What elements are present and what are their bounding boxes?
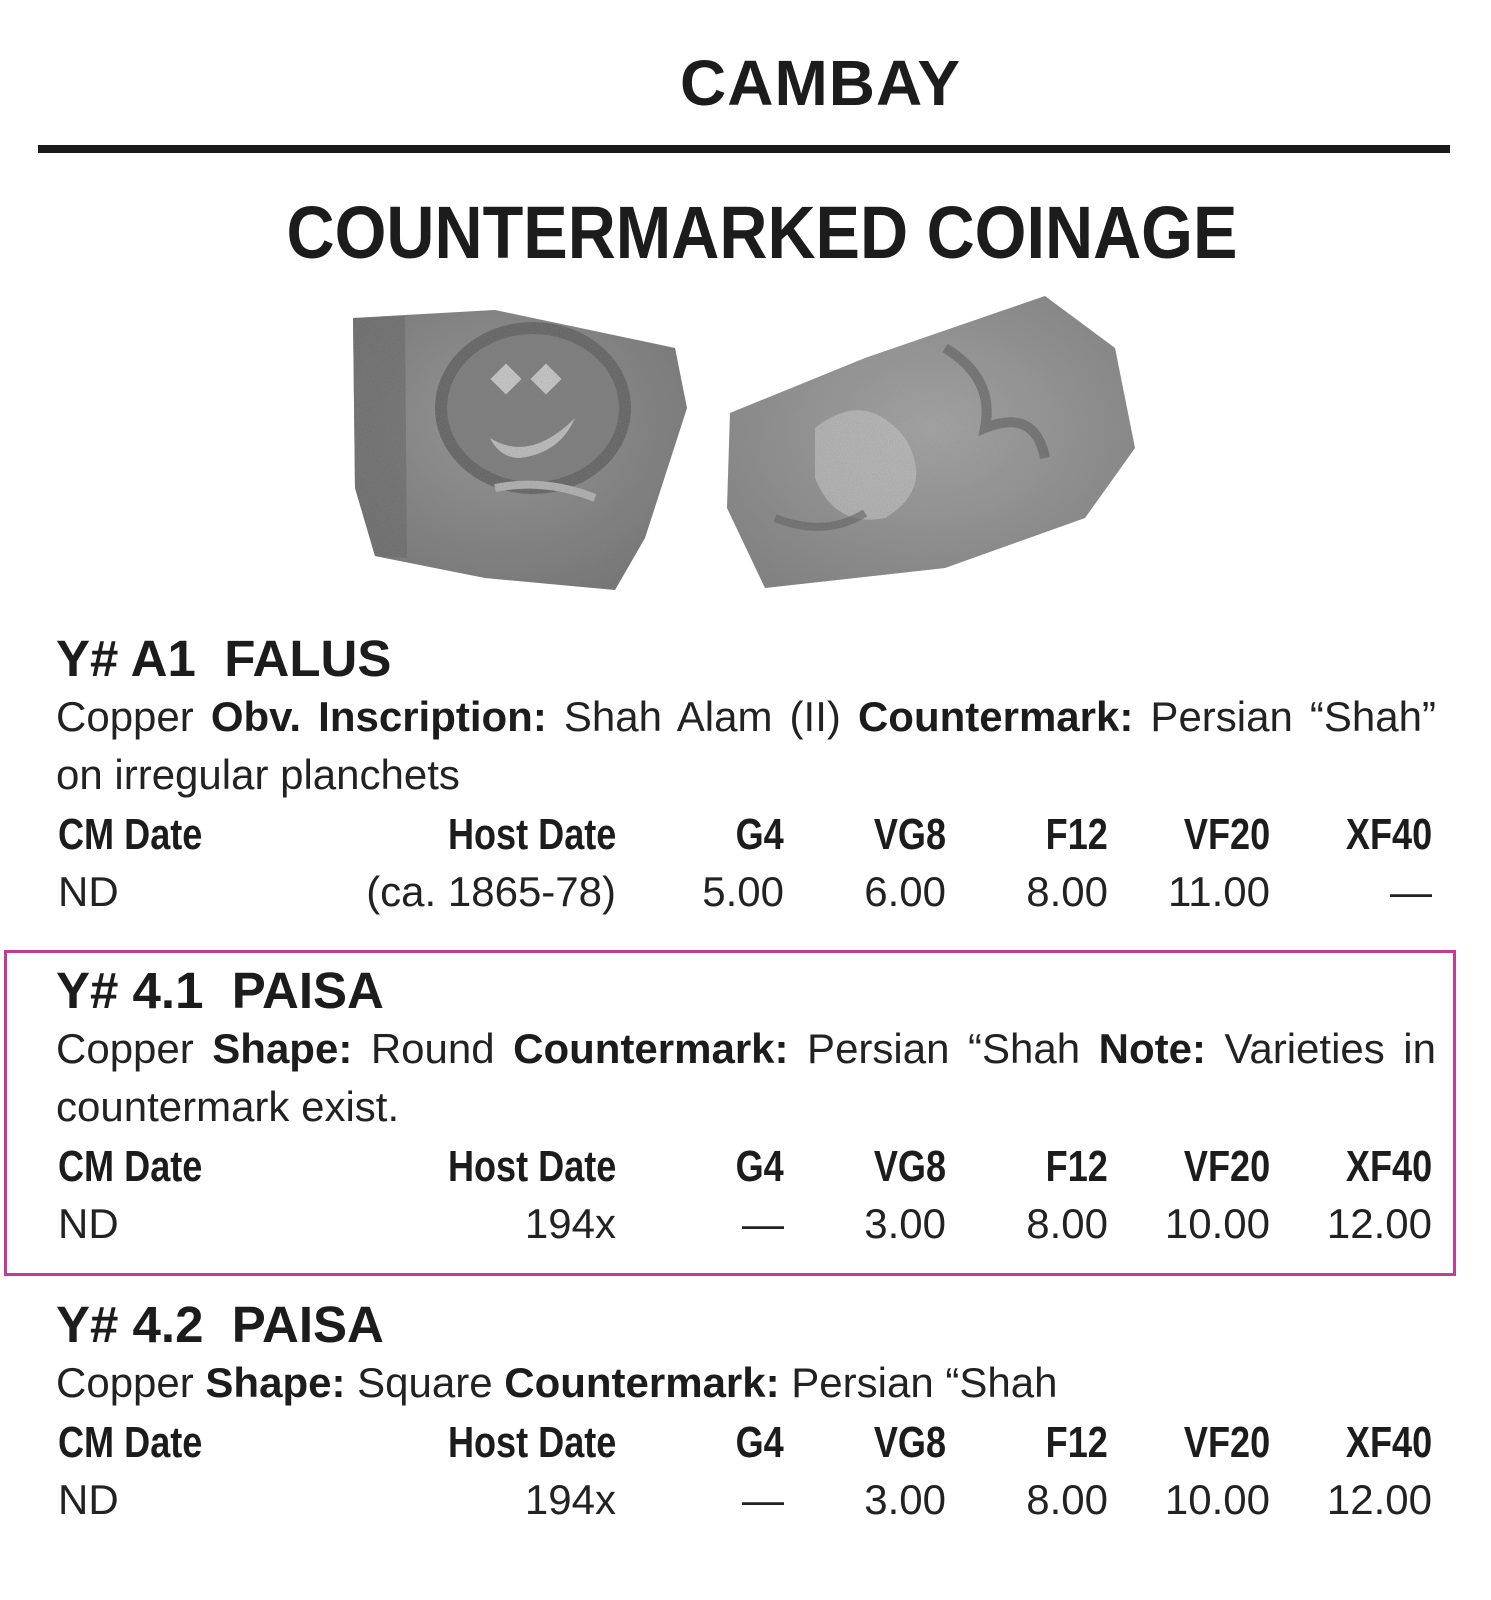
entry-title: Y# A1 FALUS	[56, 630, 392, 687]
g4-cell: —	[742, 1476, 784, 1523]
desc-text: Square	[345, 1359, 505, 1406]
host-date-cell: (ca. 1865-78)	[366, 868, 616, 915]
col-header: VF20	[1183, 1142, 1270, 1191]
entry-title: Y# 4.2 PAISA	[56, 1296, 384, 1353]
host-date-cell: 194x	[524, 1200, 616, 1247]
col-header: VG8	[873, 1418, 946, 1467]
desc-label: Obv. Inscription:	[210, 693, 547, 740]
desc-text: Persian “Shah” on irregular planchets	[56, 693, 1436, 798]
price-table	[56, 1416, 1436, 1540]
col-header: F12	[1045, 1142, 1108, 1191]
col-header: XF40	[1345, 1142, 1432, 1191]
col-header: Host Date	[447, 1418, 616, 1467]
entry-description	[56, 688, 1436, 804]
col-header: VF20	[1183, 810, 1270, 859]
desc-label: Countermark:	[513, 1025, 789, 1072]
xf40-cell: —	[1390, 868, 1432, 915]
vg8-cell: 3.00	[864, 1200, 946, 1247]
col-header: G4	[735, 1142, 784, 1191]
col-header: F12	[1045, 810, 1108, 859]
host-date-cell: 194x	[524, 1476, 616, 1523]
f12-cell: 8.00	[1026, 868, 1108, 915]
desc-label: Shape:	[212, 1025, 353, 1072]
desc-text: Shah Alam (II)	[546, 693, 858, 740]
col-header: XF40	[1345, 810, 1432, 859]
region-title: CAMBAY	[680, 47, 961, 119]
desc-text: Varieties in countermark exist.	[56, 1025, 1436, 1130]
cm-date-cell: ND	[58, 868, 119, 915]
desc-text: Copper	[56, 1025, 213, 1072]
xf40-cell: 12.00	[1326, 1200, 1432, 1247]
col-header: G4	[735, 810, 784, 859]
entry-description	[56, 1354, 1436, 1412]
col-header: G4	[735, 1418, 784, 1467]
col-header: XF40	[1345, 1418, 1432, 1467]
desc-label: Shape:	[205, 1359, 346, 1406]
coin-reverse-icon	[727, 296, 1135, 588]
vf20-cell: 10.00	[1164, 1200, 1270, 1247]
entry-description	[56, 1020, 1436, 1136]
col-header: VG8	[873, 1142, 946, 1191]
col-header: Host Date	[447, 1142, 616, 1191]
vg8-cell: 3.00	[864, 1476, 946, 1523]
f12-cell: 8.00	[1026, 1476, 1108, 1523]
vg8-cell: 6.00	[864, 868, 946, 915]
catalog-entry	[56, 962, 1436, 1264]
desc-label: Countermark:	[504, 1359, 780, 1406]
desc-text: Persian “Shah	[779, 1359, 1058, 1406]
col-header: CM Date	[58, 810, 203, 859]
g4-cell: 5.00	[702, 868, 784, 915]
section-title: COUNTERMARKED COINAGE	[286, 191, 1238, 274]
coin-obverse-icon	[353, 310, 687, 590]
heading-rule	[38, 145, 1450, 153]
price-table	[56, 808, 1436, 932]
col-header: CM Date	[58, 1418, 203, 1467]
vf20-cell: 11.00	[1168, 868, 1270, 915]
col-header: VG8	[873, 810, 946, 859]
desc-text: Round	[352, 1025, 514, 1072]
desc-text: Copper	[56, 1359, 206, 1406]
desc-text: Persian “Shah	[788, 1025, 1099, 1072]
col-header: CM Date	[58, 1142, 203, 1191]
g4-cell: —	[742, 1200, 784, 1247]
col-header: Host Date	[447, 810, 616, 859]
desc-text: Copper	[56, 693, 211, 740]
xf40-cell: 12.00	[1326, 1476, 1432, 1523]
col-header: VF20	[1183, 1418, 1270, 1467]
entry-title: Y# 4.1 PAISA	[56, 962, 384, 1019]
f12-cell: 8.00	[1026, 1200, 1108, 1247]
cm-date-cell: ND	[58, 1476, 119, 1523]
desc-label: Countermark:	[857, 693, 1134, 740]
cm-date-cell: ND	[58, 1200, 119, 1247]
coin-photo	[345, 288, 1145, 598]
vf20-cell: 10.00	[1164, 1476, 1270, 1523]
price-table	[56, 1140, 1436, 1264]
catalog-entry	[56, 1296, 1436, 1540]
catalog-entry	[56, 630, 1436, 932]
desc-label: Note:	[1098, 1025, 1206, 1072]
col-header: F12	[1045, 1418, 1108, 1467]
